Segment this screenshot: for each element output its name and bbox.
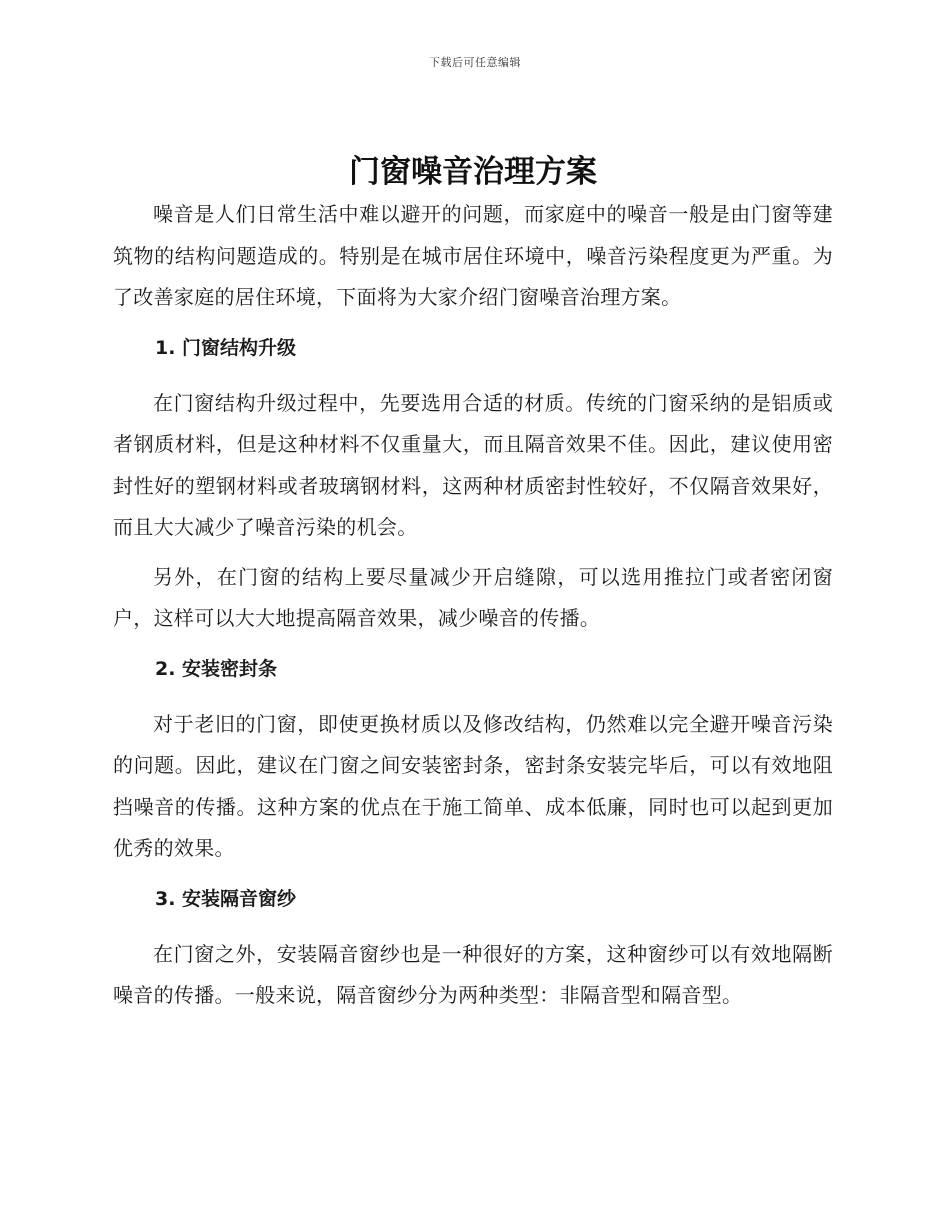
section-paragraph: 在门窗之外，安装隔音窗纱也是一种很好的方案，这种窗纱可以有效地隔断噪音的传播。一般来说，隔音窗纱分为两种类型：非隔音型和隔音型。 xyxy=(113,941,833,1007)
document-title: 门窗噪音治理方案 xyxy=(349,154,597,190)
section-heading-structure-upgrade: 1. 门窗结构升级 xyxy=(155,336,297,359)
section-heading-seal-strip: 2. 安装密封条 xyxy=(155,657,278,680)
section-paragraph: 另外，在门窗的结构上要尽量减少开启缝隙，可以选用推拉门或者密闭窗户，这样可以大大地提高隔音效果，减少噪音的传播。 xyxy=(113,564,833,630)
section-paragraph: 在门窗结构升级过程中，先要选用合适的材质。传统的门窗采纳的是铝质或者钢质材料，但是这种材料不仅重量大，而且隔音效果不佳。因此，建议使用密封性好的塑钢材料或者玻璃钢材料，这两种材质密封性较好，不仅隔音效果好，而且大大减少了噪音污染的机会。 xyxy=(113,390,833,539)
header-note: 下载后可任意编辑 xyxy=(429,56,521,69)
section-heading-soundproof-screen: 3. 安装隔音窗纱 xyxy=(155,887,297,910)
intro-paragraph: 噪音是人们日常生活中难以避开的问题，而家庭中的噪音一般是由门窗等建筑物的结构问题造成的。特别是在城市居住环境中，噪音污染程度更为严重。为了改善家庭的居住环境，下面将为大家介绍门窗噪音治理方案。 xyxy=(113,202,833,309)
document-body xyxy=(113,150,833,1017)
section-paragraph: 对于老旧的门窗，即使更换材质以及修改结构，仍然难以完全避开噪音污染的问题。因此，建议在门窗之间安装密封条，密封条安装完毕后，可以有效地阻挡噪音的传播。这种方案的优点在于施工简单、成本低廉，同时也可以起到更加优秀的效果。 xyxy=(113,711,833,860)
